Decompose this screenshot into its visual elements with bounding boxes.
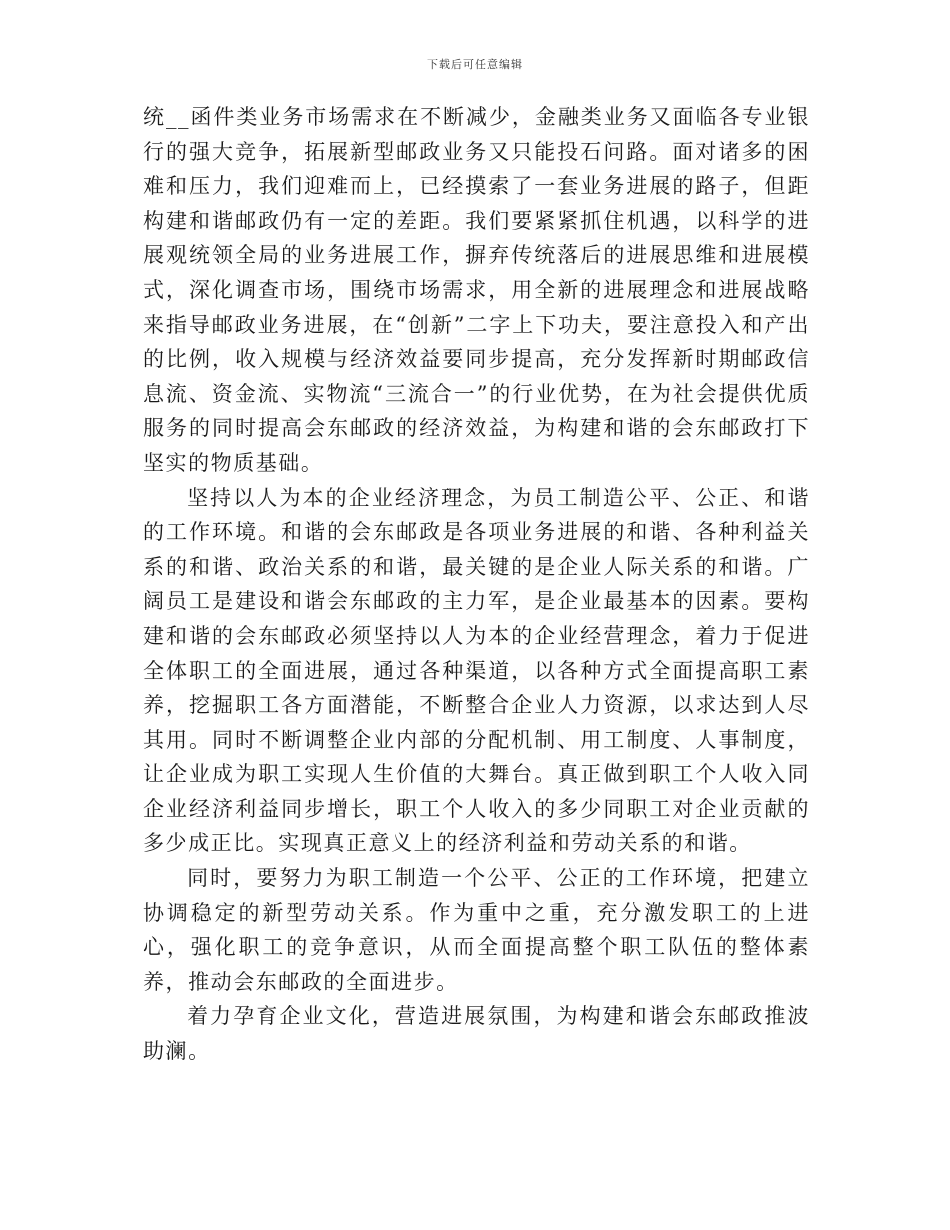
document-body (143, 100, 810, 1069)
paragraph-work-environment: 同时，要努力为职工制造一个公平、公正的工作环境，把建立协调稳定的新型劳动关系。作为重中之重，充分激发职工的上进心，强化职工的竞争意识，从而全面提高整个职工队伍的整体素养，推动会东邮政的全面进步。 (143, 866, 810, 994)
page-header: 下载后可任意编辑 (427, 58, 523, 71)
paragraph-corporate-culture: 着力孕育企业文化，营造进展氛围，为构建和谐会东邮政推波助澜。 (143, 1004, 810, 1064)
paragraph-people-oriented: 坚持以人为本的企业经济理念，为员工制造公平、公正、和谐的工作环境。和谐的会东邮政是各项业务进展的和谐、各种利益关系的和谐、政治关系的和谐，最关键的是企业人际关系的和谐。广阔员工是建设和谐会东邮政的主力军，是企业最基本的因素。要构建和谐的会东邮政必须坚持以人为本的企业经营理念，着力于促进全体职工的全面进展，通过各种渠道，以各种方式全面提高职工素养，挖掘职工各方面潜能，不断整合企业人力资源，以求达到人尽其用。同时不断调整企业内部的分配机制、用工制度、人事制度，让企业成为职工实现人生价值的大舞台。真正做到职工个人收入同企业经济利益同步增长，职工个人收入的多少同职工对企业贡献的多少成正比。实现真正意义上的经济利益和劳动关系的和谐。 (143, 485, 810, 856)
paragraph-business-development: 统__函件类业务市场需求在不断减少，金融类业务又面临各专业银行的强大竞争，拓展新型邮政业务又只能投石问路。面对诸多的困难和压力，我们迎难而上，已经摸索了一套业务进展的路子，但距构建和谐邮政仍有一定的差距。我们要紧紧抓住机遇，以科学的进展观统领全局的业务进展工作，摒弃传统落后的进展思维和进展模式，深化调查市场，围绕市场需求，用全新的进展理念和进展战略来指导邮政业务进展，在“创新”二字上下功夫，要注意投入和产出的比例，收入规模与经济效益要同步提高，充分发挥新时期邮政信息流、资金流、实物流“三流合一”的行业优势，在为社会提供优质服务的同时提高会东邮政的经济效益，为构建和谐的会东邮政打下坚实的物质基础。 (143, 105, 810, 475)
